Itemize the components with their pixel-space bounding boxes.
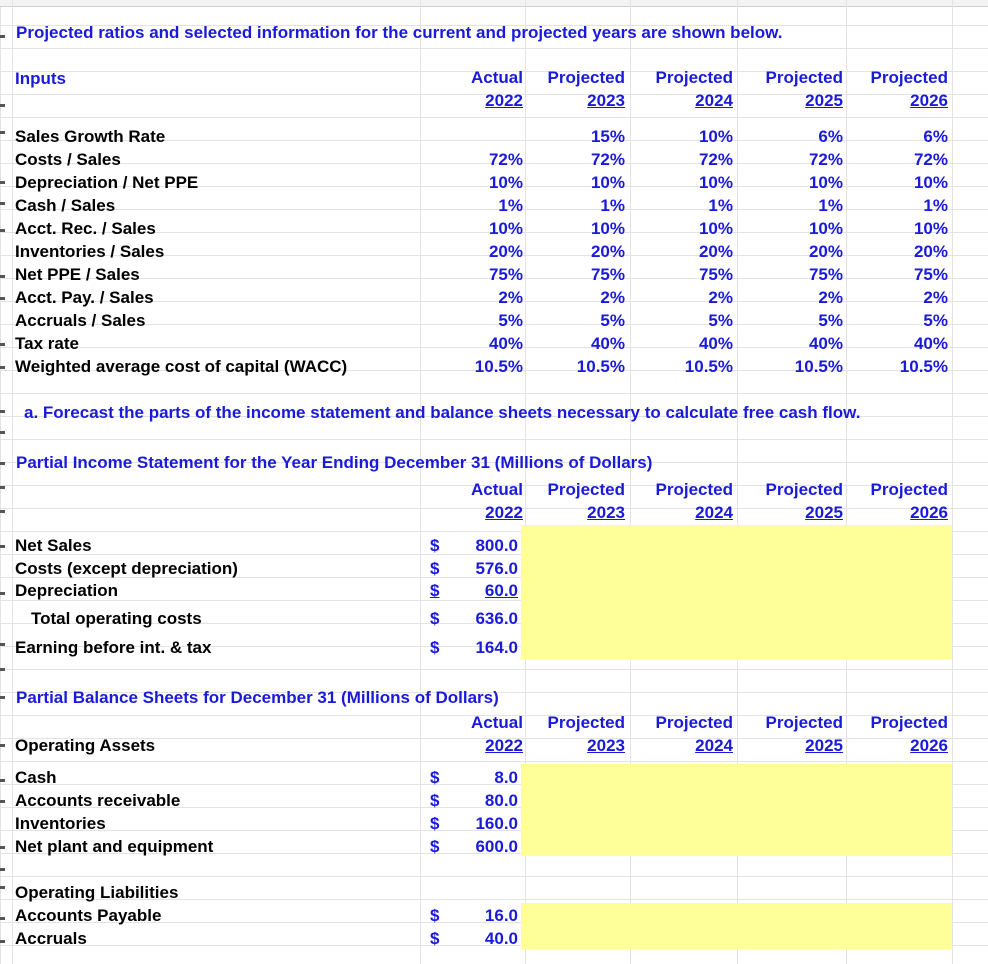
operating-liabilities-label: Operating Liabilities — [15, 883, 179, 902]
column-header-label: Projected — [547, 68, 625, 87]
row-header-marker — [0, 343, 5, 346]
input-value-cell: 20% — [590, 242, 625, 261]
row-header-marker — [0, 275, 5, 278]
input-value-cell: 75% — [590, 265, 625, 284]
input-value-cell: 10.5% — [794, 357, 843, 376]
row-header-marker — [0, 462, 5, 465]
row-header-marker — [0, 486, 5, 489]
row-header-marker — [0, 202, 5, 205]
input-value-cell: 1% — [708, 196, 733, 215]
column-header-label: Projected — [655, 713, 733, 732]
row-label: Depreciation — [15, 581, 118, 600]
dollar-sign: $ — [430, 768, 440, 787]
column-year-label: 2025 — [805, 736, 843, 755]
actual-value-cell: 160.0 — [475, 814, 518, 833]
input-row-label: Costs / Sales — [15, 150, 121, 169]
column-header-label: Actual — [471, 480, 523, 499]
row-label: Accounts Payable — [15, 906, 162, 925]
input-value-cell: 10% — [698, 127, 733, 146]
dollar-sign: $ — [430, 837, 440, 856]
actual-value-cell: 80.0 — [484, 791, 518, 810]
column-year-label: 2024 — [695, 91, 733, 110]
input-value-cell: 10.5% — [474, 357, 523, 376]
input-value-cell: 40% — [590, 334, 625, 353]
row-header-marker — [0, 668, 5, 671]
row-label: Net plant and equipment — [15, 837, 214, 856]
column-year-label: 2022 — [485, 503, 523, 522]
input-value-cell: 2% — [818, 288, 843, 307]
row-header-marker — [0, 366, 5, 369]
input-value-cell: 5% — [600, 311, 625, 330]
row-label: Accounts receivable — [15, 791, 181, 810]
actual-value-cell: 60.0 — [484, 581, 518, 600]
dollar-sign: $ — [430, 581, 440, 600]
input-value-cell: 10% — [698, 173, 733, 192]
row-header-marker — [0, 431, 5, 434]
operating-assets-label: Operating Assets — [15, 736, 156, 755]
row-header-marker — [0, 846, 5, 849]
input-value-cell: 10.5% — [576, 357, 625, 376]
dollar-sign: $ — [430, 906, 440, 925]
column-year-label: 2022 — [485, 736, 523, 755]
input-value-cell: 10% — [590, 219, 625, 238]
row-header-marker — [0, 940, 5, 943]
input-row-label: Tax rate — [15, 334, 79, 353]
input-value-cell: 75% — [488, 265, 523, 284]
dollar-sign: $ — [430, 536, 440, 555]
row-header-marker — [0, 643, 5, 646]
column-year-label: 2022 — [485, 91, 523, 110]
dollar-sign: $ — [430, 814, 440, 833]
column-header-strip — [0, 0, 988, 7]
row-label: Earning before int. & tax — [15, 638, 212, 657]
input-value-cell: 40% — [698, 334, 733, 353]
column-year-label: 2024 — [695, 736, 733, 755]
column-header-label: Projected — [870, 480, 948, 499]
row-header-marker — [0, 886, 5, 889]
column-year-label: 2026 — [910, 503, 948, 522]
input-value-cell: 75% — [913, 265, 948, 284]
input-value-cell: 5% — [818, 311, 843, 330]
column-header-label: Actual — [471, 713, 523, 732]
row-header-marker — [0, 800, 5, 803]
input-value-cell: 5% — [708, 311, 733, 330]
input-value-cell: 75% — [808, 265, 843, 284]
column-year-label: 2025 — [805, 503, 843, 522]
row-label: Accruals — [15, 929, 87, 948]
input-value-cell: 10% — [488, 219, 523, 238]
column-year-label: 2023 — [587, 91, 625, 110]
input-row-label: Net PPE / Sales — [15, 265, 140, 284]
row-header-marker — [0, 410, 5, 413]
input-value-cell: 10% — [913, 219, 948, 238]
column-header-label: Projected — [870, 68, 948, 87]
input-value-cell: 10% — [488, 173, 523, 192]
input-value-cell: 1% — [600, 196, 625, 215]
row-header-marker — [0, 297, 5, 300]
grid-line — [952, 0, 953, 964]
balance-title: Partial Balance Sheets for December 31 (Millions of Dollars) — [16, 688, 499, 707]
actual-value-cell: 164.0 — [475, 638, 518, 657]
task-a-text: a. Forecast the parts of the income statement and balance sheets necessary to calculate free cash flow. — [24, 403, 861, 422]
column-year-label: 2023 — [587, 503, 625, 522]
column-header-label: Projected — [765, 68, 843, 87]
input-value-cell: 2% — [923, 288, 948, 307]
column-header-label: Projected — [547, 713, 625, 732]
actual-value-cell: 8.0 — [494, 768, 518, 787]
assets-input-area[interactable] — [521, 764, 952, 856]
input-value-cell: 10% — [808, 173, 843, 192]
dollar-sign: $ — [430, 559, 440, 578]
input-value-cell: 5% — [923, 311, 948, 330]
column-year-label: 2026 — [910, 736, 948, 755]
input-value-cell: 10% — [913, 173, 948, 192]
input-value-cell: 6% — [923, 127, 948, 146]
row-label: Total operating costs — [31, 609, 202, 628]
inputs-title: Inputs — [15, 69, 66, 88]
row-header-marker — [0, 917, 5, 920]
input-row-label: Accruals / Sales — [15, 311, 146, 330]
column-year-label: 2026 — [910, 91, 948, 110]
input-value-cell: 75% — [698, 265, 733, 284]
actual-value-cell: 576.0 — [475, 559, 518, 578]
dollar-sign: $ — [430, 929, 440, 948]
input-row-label: Acct. Pay. / Sales — [15, 288, 154, 307]
dollar-sign: $ — [430, 638, 440, 657]
input-value-cell: 72% — [913, 150, 948, 169]
grid-line — [12, 0, 13, 964]
input-value-cell: 72% — [590, 150, 625, 169]
row-header-marker — [0, 35, 5, 38]
income-input-area[interactable] — [521, 525, 952, 659]
input-value-cell: 72% — [698, 150, 733, 169]
column-header-label: Projected — [765, 713, 843, 732]
row-header-marker — [0, 131, 5, 134]
actual-value-cell: 40.0 — [484, 929, 518, 948]
row-header-marker — [0, 696, 5, 699]
income-title: Partial Income Statement for the Year Ending December 31 (Millions of Dollars) — [16, 453, 653, 472]
input-value-cell: 10% — [808, 219, 843, 238]
intro-text: Projected ratios and selected information for the current and projected years are shown below. — [16, 23, 783, 42]
input-value-cell: 1% — [818, 196, 843, 215]
input-value-cell: 20% — [488, 242, 523, 261]
column-year-label: 2024 — [695, 503, 733, 522]
input-value-cell: 20% — [698, 242, 733, 261]
input-value-cell: 2% — [708, 288, 733, 307]
column-header-label: Projected — [870, 713, 948, 732]
row-header-marker — [0, 181, 5, 184]
column-header-label: Projected — [655, 480, 733, 499]
actual-value-cell: 600.0 — [475, 837, 518, 856]
row-label: Inventories — [15, 814, 106, 833]
row-header-marker — [0, 592, 5, 595]
dollar-sign: $ — [430, 791, 440, 810]
input-row-label: Cash / Sales — [15, 196, 116, 215]
input-value-cell: 15% — [590, 127, 625, 146]
input-value-cell: 1% — [498, 196, 523, 215]
column-year-label: 2025 — [805, 91, 843, 110]
column-header-label: Projected — [547, 480, 625, 499]
row-label: Net Sales — [15, 536, 92, 555]
input-row-label: Depreciation / Net PPE — [15, 173, 199, 192]
row-header-marker — [0, 510, 5, 513]
input-value-cell: 40% — [808, 334, 843, 353]
input-value-cell: 10.5% — [899, 357, 948, 376]
input-row-label: Inventories / Sales — [15, 242, 165, 261]
input-value-cell: 40% — [913, 334, 948, 353]
input-value-cell: 10.5% — [684, 357, 733, 376]
input-value-cell: 72% — [808, 150, 843, 169]
input-value-cell: 10% — [698, 219, 733, 238]
input-value-cell: 2% — [498, 288, 523, 307]
input-value-cell: 20% — [913, 242, 948, 261]
column-header-label: Actual — [471, 68, 523, 87]
actual-value-cell: 636.0 — [475, 609, 518, 628]
row-header-marker — [0, 104, 5, 107]
input-value-cell: 1% — [923, 196, 948, 215]
row-header-marker — [0, 545, 5, 548]
actual-value-cell: 16.0 — [484, 906, 518, 925]
dollar-sign: $ — [430, 609, 440, 628]
row-label: Costs (except depreciation) — [15, 559, 238, 578]
input-value-cell: 40% — [488, 334, 523, 353]
actual-value-cell: 800.0 — [475, 536, 518, 555]
row-header-marker — [0, 229, 5, 232]
input-row-label: Sales Growth Rate — [15, 127, 166, 146]
input-value-cell: 20% — [808, 242, 843, 261]
column-header-label: Projected — [765, 480, 843, 499]
row-header-marker — [0, 779, 5, 782]
column-header-label: Projected — [655, 68, 733, 87]
row-header-marker — [0, 868, 5, 871]
input-value-cell: 6% — [818, 127, 843, 146]
liabilities-input-area[interactable] — [521, 903, 952, 949]
input-value-cell: 72% — [488, 150, 523, 169]
input-row-label: Weighted average cost of capital (WACC) — [15, 357, 348, 376]
input-value-cell: 2% — [600, 288, 625, 307]
input-value-cell: 10% — [590, 173, 625, 192]
row-label: Cash — [15, 768, 57, 787]
column-year-label: 2023 — [587, 736, 625, 755]
row-header-marker — [0, 744, 5, 747]
input-value-cell: 5% — [498, 311, 523, 330]
input-row-label: Acct. Rec. / Sales — [15, 219, 156, 238]
